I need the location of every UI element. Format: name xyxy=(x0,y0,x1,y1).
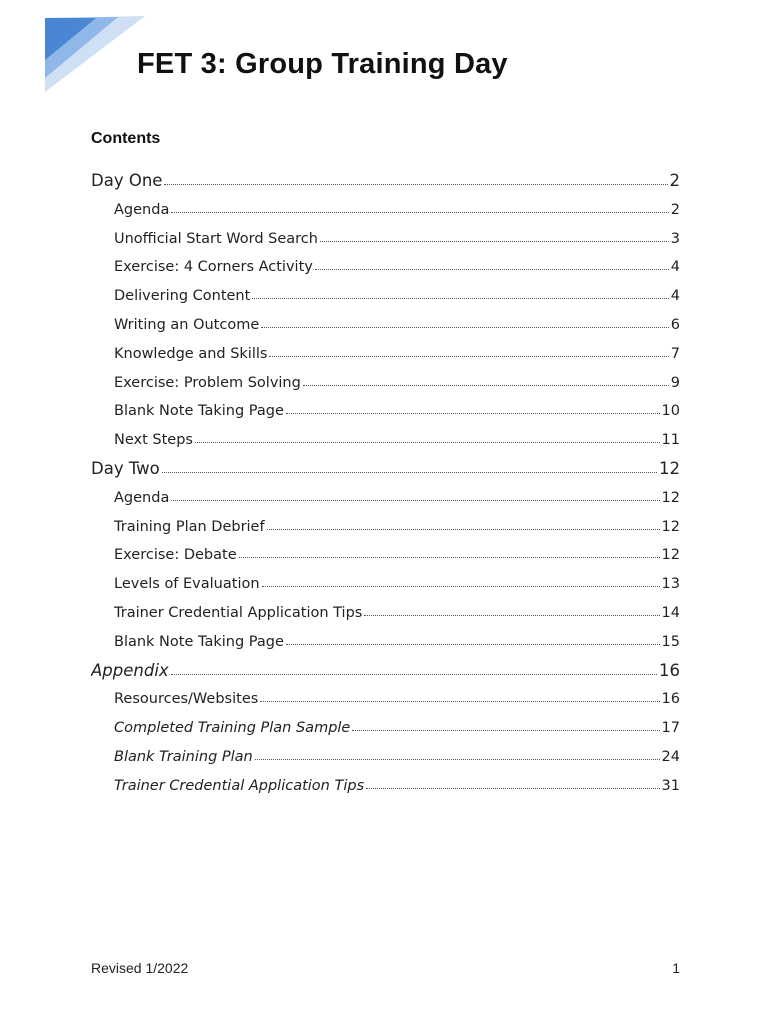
toc-entry-title: Agenda xyxy=(114,201,170,218)
toc-entry[interactable] xyxy=(91,455,680,484)
toc-leader-dots xyxy=(303,374,669,385)
toc-entry-title: Blank Note Taking Page xyxy=(114,403,284,420)
toc-entry[interactable] xyxy=(91,167,680,196)
toc-leader-dots xyxy=(260,691,659,702)
toc-entry-page: 4 xyxy=(670,259,680,276)
toc-entry[interactable] xyxy=(91,714,680,743)
toc-entry-page: 12 xyxy=(661,518,680,535)
toc-entry-page: 11 xyxy=(661,432,680,449)
toc-entry-title: Appendix xyxy=(91,660,169,680)
toc-entry-title: Exercise: 4 Corners Activity xyxy=(114,259,313,276)
toc-leader-dots xyxy=(195,432,660,443)
toc-entry[interactable] xyxy=(91,340,680,369)
toc-leader-dots xyxy=(286,403,660,414)
toc-entry[interactable] xyxy=(91,657,680,686)
toc-entry-page: 4 xyxy=(670,288,680,305)
toc-entry-page: 12 xyxy=(661,489,680,506)
toc-entry-title: Writing an Outcome xyxy=(114,316,260,333)
toc-entry[interactable] xyxy=(91,397,680,426)
toc-entry[interactable] xyxy=(91,282,680,311)
toc-entry[interactable] xyxy=(91,311,680,340)
toc-leader-dots xyxy=(171,490,659,501)
toc-entry-title: Delivering Content xyxy=(114,288,251,305)
toc-entry-page: 10 xyxy=(661,403,680,420)
toc-entry-title: Completed Training Plan Sample xyxy=(114,720,351,737)
toc-entry[interactable] xyxy=(91,570,680,599)
toc-entry-page: 6 xyxy=(670,316,680,333)
page-number: 1 xyxy=(672,960,680,976)
toc-entry-title: Levels of Evaluation xyxy=(114,576,260,593)
table-of-contents xyxy=(91,167,681,801)
toc-entry-page: 16 xyxy=(661,691,680,708)
contents-heading: Contents xyxy=(91,130,161,147)
toc-entry-title: Blank Training Plan xyxy=(114,748,253,765)
toc-entry-title: Trainer Credential Application Tips xyxy=(114,777,365,794)
toc-entry-page: 3 xyxy=(670,230,680,247)
toc-entry[interactable] xyxy=(91,484,680,513)
toc-entry[interactable] xyxy=(91,426,680,455)
toc-leader-dots xyxy=(315,259,669,270)
toc-leader-dots xyxy=(366,778,659,789)
toc-entry-title: Unofficial Start Word Search xyxy=(114,230,318,247)
page-title: FET 3: Group Training Day xyxy=(137,48,508,80)
toc-entry[interactable] xyxy=(91,225,680,254)
toc-entry-page: 7 xyxy=(670,345,680,362)
toc-leader-dots xyxy=(286,634,660,645)
toc-leader-dots xyxy=(320,230,669,241)
toc-entry-title: Training Plan Debrief xyxy=(114,518,265,535)
toc-entry-title: Day One xyxy=(91,171,163,190)
toc-leader-dots xyxy=(261,317,669,328)
toc-entry-title: Next Steps xyxy=(114,432,193,449)
toc-entry-title: Trainer Credential Application Tips xyxy=(114,604,363,621)
toc-entry-page: 12 xyxy=(659,458,680,478)
toc-entry[interactable] xyxy=(91,196,680,225)
toc-entry-page: 2 xyxy=(669,171,680,190)
toc-entry-page: 13 xyxy=(661,576,680,593)
toc-leader-dots xyxy=(162,460,657,473)
toc-leader-dots xyxy=(269,346,668,357)
toc-entry-title: Resources/Websites xyxy=(114,691,259,708)
toc-entry[interactable] xyxy=(91,628,680,657)
toc-entry-title: Day Two xyxy=(91,458,160,478)
toc-entry-page: 14 xyxy=(661,604,680,621)
toc-entry[interactable] xyxy=(91,599,680,628)
toc-leader-dots xyxy=(164,172,667,185)
toc-leader-dots xyxy=(262,576,660,587)
toc-leader-dots xyxy=(171,662,657,675)
toc-leader-dots xyxy=(364,605,659,616)
toc-entry[interactable] xyxy=(91,253,680,282)
toc-entry-title: Knowledge and Skills xyxy=(114,345,268,362)
toc-entry-page: 17 xyxy=(661,720,680,737)
toc-entry[interactable] xyxy=(91,369,680,398)
toc-entry-page: 31 xyxy=(661,777,680,794)
toc-entry-page: 15 xyxy=(661,633,680,650)
toc-leader-dots xyxy=(352,720,659,731)
toc-leader-dots xyxy=(255,749,660,760)
toc-entry-page: 12 xyxy=(661,547,680,564)
corner-decoration xyxy=(0,0,160,100)
toc-entry-title: Blank Note Taking Page xyxy=(114,633,284,650)
toc-entry-page: 2 xyxy=(670,201,680,218)
toc-leader-dots xyxy=(239,547,660,558)
toc-entry[interactable] xyxy=(91,513,680,542)
toc-entry-title: Exercise: Debate xyxy=(114,547,237,564)
toc-entry-page: 9 xyxy=(670,374,680,391)
toc-entry[interactable] xyxy=(91,772,680,801)
toc-entry[interactable] xyxy=(91,541,680,570)
revised-date: Revised 1/2022 xyxy=(91,960,189,976)
toc-entry[interactable] xyxy=(91,743,680,772)
toc-entry-title: Agenda xyxy=(114,489,170,506)
toc-entry-page: 16 xyxy=(659,660,680,680)
toc-leader-dots xyxy=(171,202,668,213)
toc-leader-dots xyxy=(252,288,668,299)
toc-leader-dots xyxy=(267,518,660,529)
toc-entry-page: 24 xyxy=(661,748,680,765)
toc-entry-title: Exercise: Problem Solving xyxy=(114,374,301,391)
toc-entry[interactable] xyxy=(91,685,680,714)
